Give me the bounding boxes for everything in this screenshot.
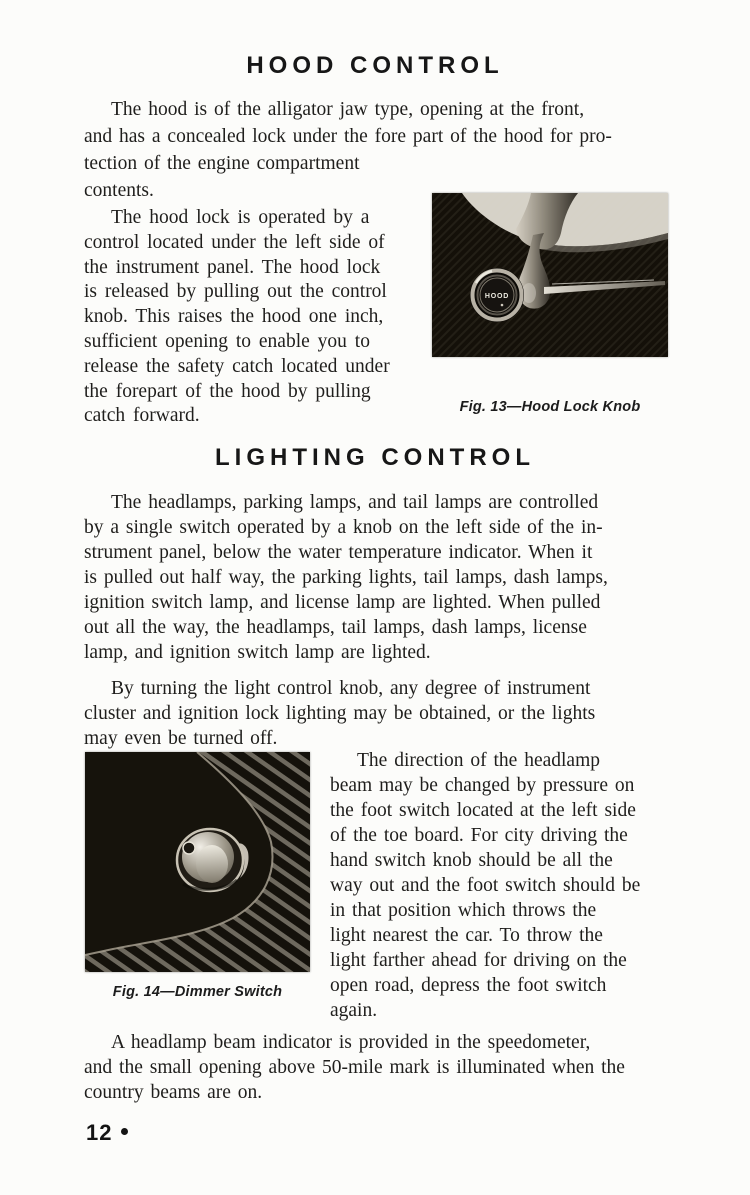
fig13-hood-lock-photo [432,193,668,357]
hood-control-title: HOOD CONTROL [246,52,504,79]
text-line: the forepart of the hood by pulling [84,380,371,402]
hood-lock-knob [470,268,524,322]
text-line: the instrument panel. The hood lock [84,256,381,278]
page-number-value: 12 [86,1120,113,1145]
text-line: A headlamp beam indicator is provided in the speedometer, [111,1032,591,1053]
lighting-paragraph-2 [84,676,676,751]
text-line: The hood lock is operated by a [111,207,370,228]
text-line: open road, depress the foot switch [330,975,607,996]
text-line: again. [330,1000,378,1021]
text-line: out all the way, the headlamps, tail lamps, dash lamps, license [84,617,587,638]
text-line: The direction of the headlamp [357,750,600,771]
text-line: cluster and ignition lock lighting may be obtained, or the lights [84,703,596,724]
text-line: country beams are on. [84,1082,263,1103]
text-line: By turning the light control knob, any degree of instrument [111,678,591,699]
lighting-paragraph-1 [84,490,676,665]
text-line: and has a concealed lock under the fore part of the hood for pro- [84,126,612,147]
text-line: way out and the foot switch should be [330,875,641,896]
text-line: catch forward. [84,405,200,427]
text-line: may even be turned off. [84,728,278,749]
text-line: light farther ahead for driving on the [330,950,627,971]
text-line: control located under the left side of [84,231,385,253]
text-line: The hood is of the alligator jaw type, opening at the front, [111,99,585,120]
text-line: and the small opening above 50-mile mark is illuminated when the [84,1057,625,1078]
lighting-control-title: LIGHTING CONTROL [215,444,535,471]
text-line: knob. This raises the hood one inch, [84,306,384,328]
fig14-caption: Fig. 14—Dimmer Switch [112,984,283,1000]
text-line: ignition switch lamp, and license lamp are lighted. When pulled [84,592,601,613]
text-line: strument panel, below the water temperature indicator. When it [84,542,593,563]
fig13-caption: Fig. 13—Hood Lock Knob [459,399,641,415]
lighting-paragraph-4 [84,1030,678,1105]
text-line: The headlamps, parking lamps, and tail lamps are controlled [111,492,599,513]
text-line: lamp, and ignition switch lamp are lighted. [84,642,431,663]
text-line: contents. [84,180,154,201]
page-number-bullet-icon [121,1128,128,1135]
hood-paragraph-2 [84,206,426,429]
text-line: beam may be changed by pressure on [330,775,635,796]
fig13-photo-illustration [432,193,668,357]
text-line: is pulled out half way, the parking lights, tail lamps, dash lamps, [84,567,608,588]
text-line: light nearest the car. To throw the [330,925,603,946]
page-number [86,1120,128,1146]
text-line: sufficient opening to enable you to [84,330,370,352]
text-line: is released by pulling out the control [84,281,387,303]
text-line: the foot switch located at the left side [330,800,636,821]
hood-knob-label: HOOD [484,293,510,300]
text-line: release the safety catch located under [84,355,390,377]
text-line: in that position which throws the [330,900,597,921]
text-line: by a single switch operated by a knob on the left side of the in- [84,517,603,538]
hood-paragraph-1 [84,96,678,204]
fig14-photo-illustration [85,752,310,972]
text-line: hand switch knob should be all the [330,850,613,871]
fig14-dimmer-switch-photo [85,752,310,972]
lighting-paragraph-3 [330,748,674,1023]
text-line: of the toe board. For city driving the [330,825,628,846]
text-line: tection of the engine compartment [84,153,360,174]
